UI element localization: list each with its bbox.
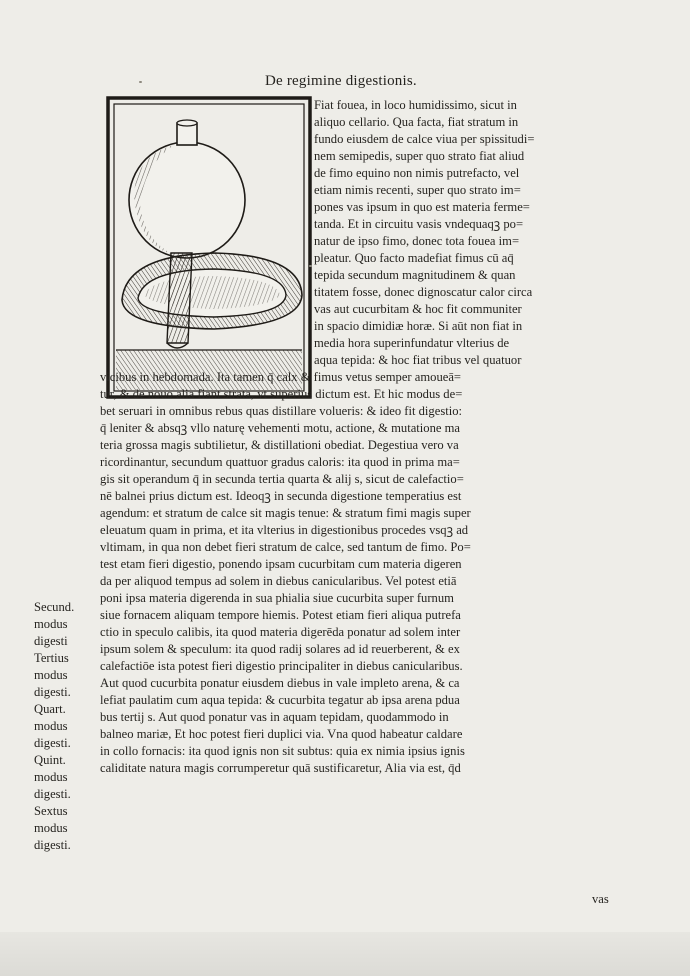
margin-note: modus	[34, 668, 68, 682]
text-line: pleatur. Quo facto madefiat fimus cū aq̄	[314, 251, 514, 265]
text-line: ricordinantur, secundum quattuor gradus caloris: ita quod in prima ma=	[100, 455, 460, 469]
text-line: Aut quod cucurbita ponatur eiusdem diebus in vale impleto arena, & ca	[100, 676, 460, 690]
paper-speck	[139, 81, 142, 83]
text-line: agendum: et stratum de calce sit magis tenue: & stratum fimi magis super	[100, 506, 471, 520]
text-line: gis sit operandum q̄ in secunda tertia quarta & alij s, sicut de calefactio=	[100, 472, 464, 486]
text-line: vicibus in hebdomada. Ita tamen q̄ calx & fimus vetus semper amoueā=	[100, 370, 462, 384]
margin-note: Tertius	[34, 651, 69, 665]
text-line: tur, & de nouo alia fiant strata, vt superius dictum est. Et hic modus de=	[100, 387, 463, 401]
running-head: De regimine digestionis.	[265, 73, 417, 89]
text-line: etiam nimis recenti, super quo strato im=	[314, 183, 521, 197]
text-line: media hora superinfundatur vlterius de	[314, 336, 510, 350]
wrapped-text-block	[100, 97, 630, 369]
margin-note: digesti.	[34, 685, 71, 699]
text-line: poni ipsa materia digerenda in sua phialia siue cucurbita super furnum	[100, 591, 454, 605]
text-line: ctio in speculo calibis, ita quod materia digerēda ponatur ad solem inter	[100, 625, 461, 639]
text-line: tepida secundum magnitudinem & quan	[314, 268, 516, 282]
margin-note: modus	[34, 719, 68, 733]
text-line: bet seruari in omnibus rebus quas distillare volueris: & ideo fit digestio:	[100, 404, 463, 418]
catchword: vas	[592, 892, 609, 906]
margin-note: Quart.	[34, 702, 66, 716]
text-line: vltimam, in qua non debet fieri stratum de calce, sed tantum de fimo. Po=	[100, 540, 471, 554]
main-text	[100, 97, 630, 777]
margin-note: Quint.	[34, 753, 66, 767]
text-line: natur de ipso fimo, donec tota fouea im=	[314, 234, 520, 248]
margin-note: modus	[34, 617, 68, 631]
text-line: fundo eiusdem de calce viua per spissitudi=	[314, 132, 535, 146]
text-line: bus tertij s. Aut quod ponatur vas in aquam tepidam, quodammodo in	[100, 710, 449, 724]
text-line: balneo mariæ, Et hoc potest fieri duplici via. Vna quod habeatur caldare	[100, 727, 463, 741]
text-line: aliquo cellario. Qua facta, fiat stratum in	[314, 115, 519, 129]
text-line: nē balnei prius dictum est. Ideoqꝫ in secunda digestione temperatius est	[100, 489, 462, 503]
margin-note: digesti.	[34, 838, 71, 852]
margin-notes	[34, 599, 96, 854]
text-line: caliditate natura magis corrumperetur quā sustificaretur, Alia via est, q̄d	[100, 761, 461, 775]
margin-note: Secund.	[34, 600, 75, 614]
full-width-text-block	[100, 369, 630, 777]
text-line: nem semipedis, super quo strato fiat aliud	[314, 149, 525, 163]
text-line: ipsum solem & speculum: ita quod radij solares ad id reuerberent, & ex	[100, 642, 460, 656]
text-line: siue fornacem aliquam tempore hiemis. Potest etiam fieri aliqua putrefa	[100, 608, 461, 622]
text-line: titatem fosse, donec dignoscatur calor circa	[314, 285, 533, 299]
text-line: in collo fornacis: ita quod ignis non sit subtus: quia ex nimia ipsius ignis	[100, 744, 465, 758]
margin-note: Sextus	[34, 804, 68, 818]
text-line: Fiat fouea, in loco humidissimo, sicut in	[314, 98, 517, 112]
text-line: calefactiōe ista potest fieri digestio principaliter in diebus canicularibus.	[100, 659, 463, 673]
text-line: vas aut cucurbitam & hoc fit communiter	[314, 302, 522, 316]
text-line: aqua tepida: & hoc fiat tribus vel quatuor	[314, 353, 522, 367]
paper-speck	[309, 265, 312, 267]
text-line: tanda. Et in circuitu vasis vndequaqꝫ po=	[314, 217, 524, 231]
text-line: test etam fieri digestio, ponendo ipsam cucurbitam cum materia digeren	[100, 557, 462, 571]
margin-note: digesti	[34, 634, 68, 648]
margin-note: modus	[34, 770, 68, 784]
text-line: in spacio dimidiæ horæ. Si aūt non fiat in	[314, 319, 523, 333]
text-line: lefiat paulatim cum aqua tepida: & cucurbita tegatur ab ipsa arena pdua	[100, 693, 460, 707]
margin-note: digesti.	[34, 787, 71, 801]
text-line: de fimo equino non nimis putrefacto, vel	[314, 166, 520, 180]
text-line: teria grossa magis subtilietur, & distillationi obediat. Degestiua vero va	[100, 438, 459, 452]
margin-note: digesti.	[34, 736, 71, 750]
margin-note: modus	[34, 821, 68, 835]
text-line: pones vas ipsum in quo est materia ferme=	[314, 200, 530, 214]
text-line: eleuatum quam in prima, et ita vlterius in digestionibus procedes vsqꝫ ad	[100, 523, 469, 537]
text-line: da per aliquod tempus ad solem in diebus canicularibus. Vel potest etiā	[100, 574, 457, 588]
page-bottom-edge	[0, 932, 690, 976]
text-line: q̄ leniter & absqꝫ vllo naturę vehementi motu, actione, & mutatione ma	[100, 421, 461, 435]
